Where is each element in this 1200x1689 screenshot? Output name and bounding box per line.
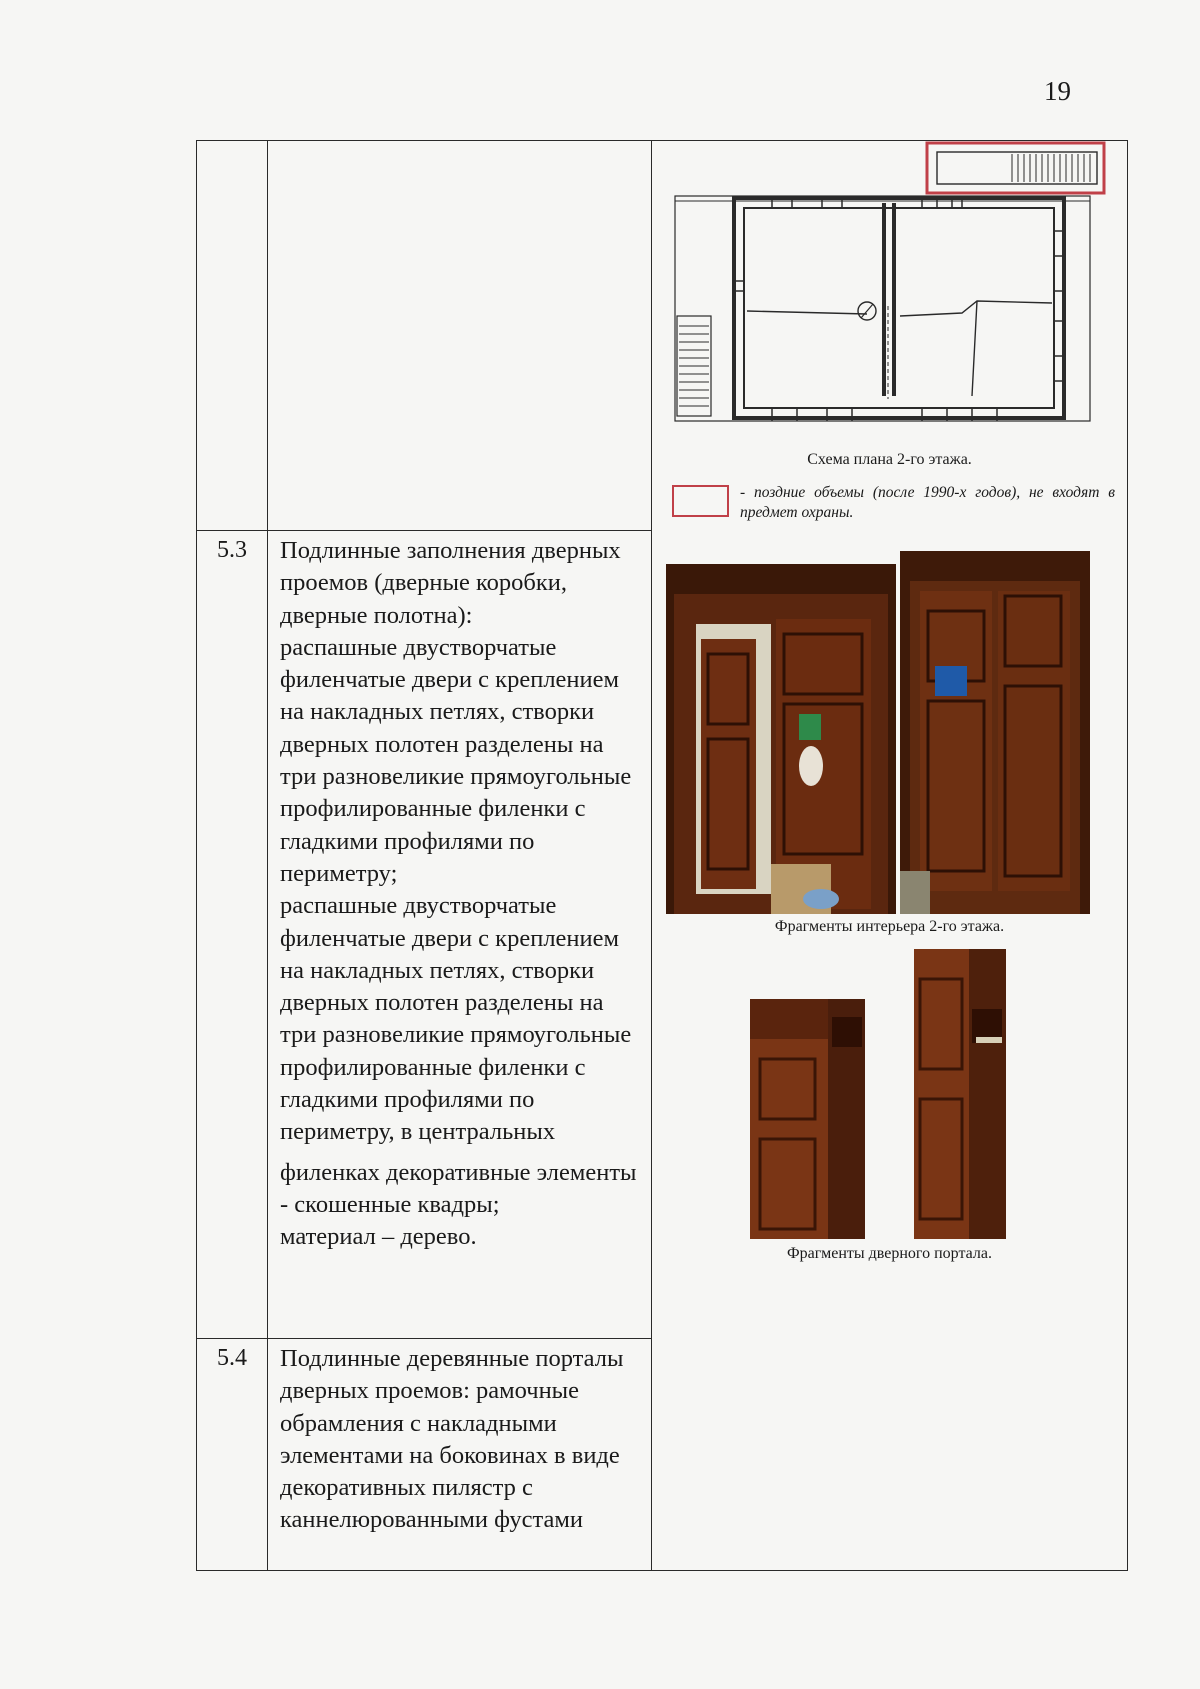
description-paragraph: материал – дерево. bbox=[280, 1223, 477, 1251]
late-volume-marker bbox=[927, 143, 1104, 193]
interior-photo-closed-door bbox=[900, 551, 1090, 914]
row-description bbox=[268, 1339, 652, 1571]
protection-table bbox=[196, 140, 1128, 1571]
portal-photo-right bbox=[914, 949, 1006, 1239]
portal-caption: Фрагменты дверного портала. bbox=[787, 1245, 992, 1262]
description-paragraph: Подлинные заполнения дверных проемов (дверные коробки, дверные полотна): bbox=[280, 537, 621, 629]
table-row bbox=[197, 141, 1128, 531]
illustrations-cell bbox=[652, 141, 1128, 1571]
interior-caption: Фрагменты интерьера 2-го этажа. bbox=[774, 918, 1005, 935]
row-number: 5.3 bbox=[197, 531, 268, 1339]
page-number: 19 bbox=[1044, 76, 1071, 106]
empty-description-cell bbox=[268, 141, 652, 531]
description-paragraph: филенках декоративные элементы - скошенные квадры; bbox=[280, 1158, 637, 1218]
row-number: 5.4 bbox=[197, 1339, 268, 1571]
description-paragraph: распашные двустворчатые филенчатые двери с креплением на накладных петлях, створки дверных полотен разделены на три разновеликие прямоугольные профилированные филенки с гладкими профилями по периметру, в центральных bbox=[280, 892, 632, 1146]
portal-photo-left bbox=[750, 999, 865, 1239]
interior-photo-open-door bbox=[666, 564, 896, 914]
empty-number-cell bbox=[197, 141, 268, 531]
floor-plan-scheme bbox=[672, 141, 1112, 431]
row-description bbox=[268, 531, 652, 1339]
legend-text: - поздние объемы (после 1990-х годов), не входят в предмет охраны. bbox=[740, 484, 1115, 521]
description-paragraph: Подлинные деревянные порталы дверных проемов: рамочные обрамления с накладными элементами на боковинах в виде декоративных пилястр с каннелюрованными фустами bbox=[280, 1345, 624, 1534]
description-paragraph: распашные двустворчатые филенчатые двери с креплением на накладных петлях, створки дверных полотен разделены на три разновеликие прямоугольные профилированные филенки с гладкими профилями по периметру; bbox=[280, 633, 632, 887]
plan-caption: Схема плана 2-го этажа. bbox=[807, 451, 972, 468]
legend-swatch bbox=[672, 485, 729, 517]
